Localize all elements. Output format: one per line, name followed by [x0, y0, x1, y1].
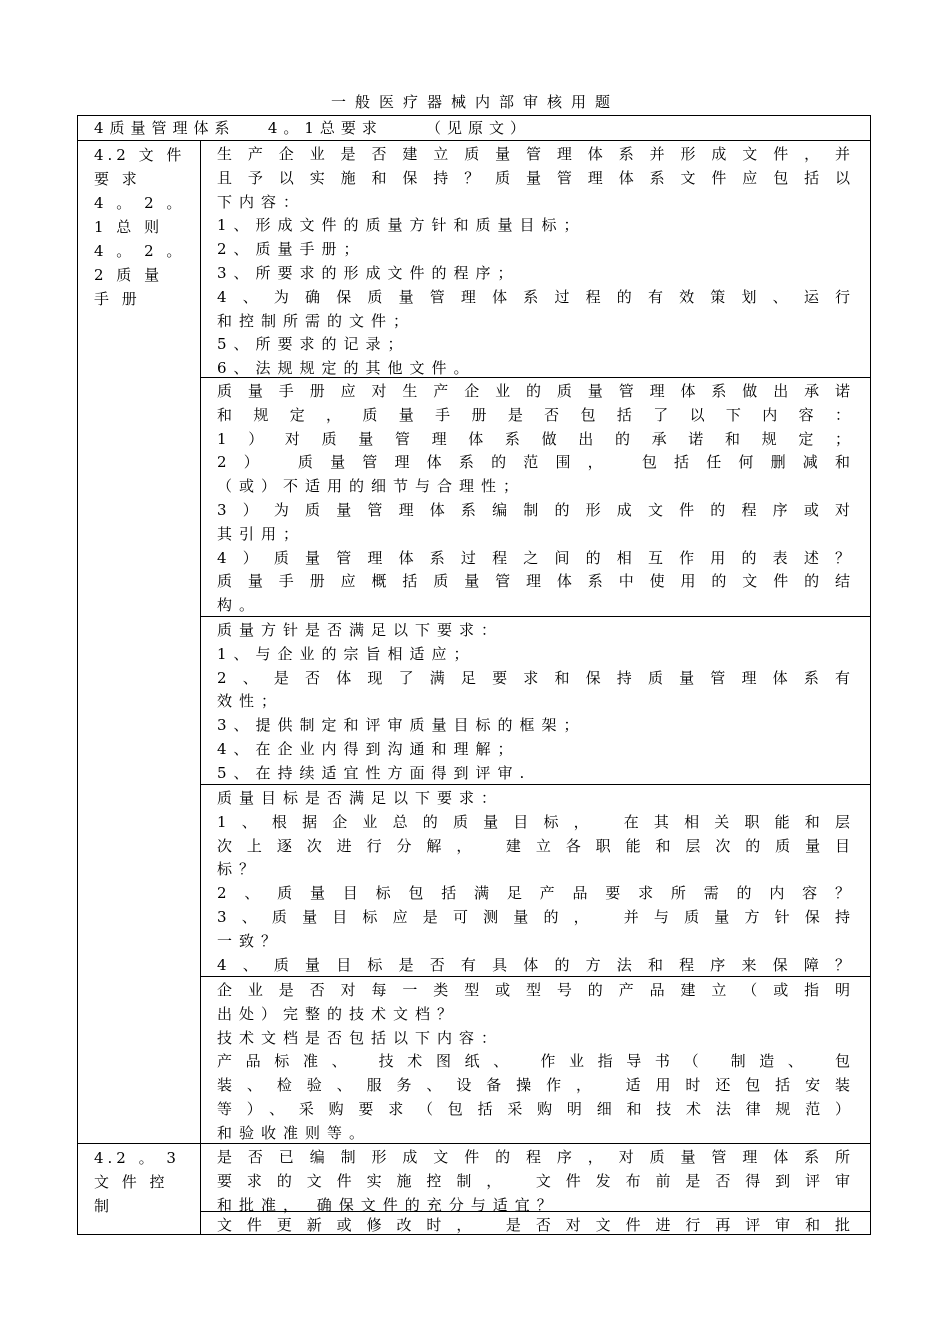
block-quality-manual [201, 378, 870, 617]
text-line: 4、在企业内得到沟通和理解； [217, 739, 520, 758]
text-line: 2、是否体现了满足要求和保持质量管理体系有 [217, 668, 850, 687]
text-line: 构。 [217, 596, 262, 615]
text-line: （或）不适用的细节与合理性； [217, 477, 526, 496]
text-line: 2、质量目标包括满足产品要求所需的内容？ [217, 884, 850, 903]
text-line: 2） 质量管理体系的范围， 包括任何删减和 [217, 453, 850, 472]
block-quality-objectives [201, 785, 870, 977]
text-line: 1、形成文件的质量方针和质量目标； [217, 216, 586, 235]
text-line: 4）质量管理体系过程之间的相互作用的表述？ [217, 548, 850, 567]
section-label-line: 2 质 量 [94, 266, 164, 284]
text-line: 和规定，质量手册是否包括了以下内容： [217, 405, 850, 424]
text-line: 5、所要求的记录； [217, 335, 410, 354]
text-line: 文件更新或修改时， 是否对文件进行再评审和批 [217, 1216, 850, 1234]
text-line: 2、质量手册； [217, 240, 366, 259]
text-line: 和批准， 确保文件的充分与适宜？ [217, 1195, 559, 1214]
section-label [78, 141, 201, 1143]
section-label-line: 4.2 。 3 [94, 1149, 180, 1167]
text-line: 要求的文件实施控制， 文件发布前是否得到评审 [217, 1171, 850, 1190]
text-line: 质量手册应对生产企业的质量管理体系做出承诺 [217, 382, 850, 400]
section-label-line: 1 总 则 [94, 218, 164, 236]
text-line: 1）对质量管理体系做出的承诺和规定； [217, 429, 850, 448]
text-line: 装、检验、服务、设备操作， 适用时还包括安装 [217, 1076, 850, 1095]
block-document-control-procedure [201, 1144, 870, 1212]
text-line: 和验收准则等。 [217, 1123, 372, 1142]
text-line: 6、法规规定的其他文件。 [217, 359, 476, 378]
block-document-system [201, 141, 870, 378]
text-line: 生产企业是否建立质量管理体系并形成文件，并 [217, 145, 850, 163]
text-line: 效性； [217, 692, 284, 711]
section-label-line: 4.2 文 件 [94, 146, 186, 164]
text-line: 一致？ [217, 931, 284, 950]
section-label-line: 要 求 [94, 170, 141, 188]
section-label-line: 文 件 控 [94, 1173, 169, 1191]
section-label [78, 1144, 201, 1235]
audit-table [77, 115, 871, 1235]
text-line: 1、与企业的宗旨相适应； [217, 644, 476, 663]
text-line: 3、提供制定和评审质量目标的框架； [217, 716, 586, 735]
text-line: 技术文档是否包括以下内容： [217, 1028, 504, 1047]
text-line: 次上逐次进行分解， 建立各职能和层次的质量目 [217, 836, 850, 855]
block-document-update [201, 1212, 870, 1235]
text-line: 4、为确保质量管理体系过程的有效策划、运行 [217, 287, 850, 306]
text-line: 下内容： [217, 192, 306, 211]
section-label-line: 手 册 [94, 290, 141, 308]
block-technical-documents [201, 977, 870, 1144]
text-line: 3）为质量管理体系编制的形成文件的程序或对 [217, 500, 850, 519]
section-row-document-requirements [78, 141, 870, 1144]
section-content [201, 1144, 870, 1235]
block-quality-policy [201, 617, 870, 785]
section-content [201, 141, 870, 1143]
text-line: 1、根据企业总的质量目标， 在其相关职能和层 [217, 812, 850, 831]
text-line: 和控制所需的文件； [217, 311, 416, 330]
text-line: 且予以实施和保持？质量管理体系文件应包括以 [217, 168, 850, 187]
text-line: 等）、采购要求（包括采购明细和技术法律规范） [217, 1099, 850, 1118]
text-line: 质量手册应概括质量管理体系中使用的文件的结 [217, 572, 850, 591]
section-row-document-control [78, 1144, 870, 1235]
page-title: 一般医疗器械内部审核用题 [330, 93, 619, 111]
text-line: 出处）完整的技术文档？ [217, 1004, 460, 1023]
section-label-line: 4 。 2 。 [94, 194, 186, 212]
text-line: 企业是否对每一类型或型号的产品建立（或指明 [217, 981, 850, 999]
text-line: 质量方针是否满足以下要求： [217, 621, 504, 639]
section-label-line: 4 。 2 。 [94, 242, 186, 260]
text-line: 是否已编制形成文件的程序，对质量管理体系所 [217, 1148, 850, 1166]
text-line: 质量目标是否满足以下要求： [217, 789, 504, 807]
text-line: 产品标准、 技术图纸、 作业指导书（ 制造、 包 [217, 1052, 850, 1071]
text-line: 标？ [217, 860, 262, 879]
section-label-line: 制 [94, 1197, 114, 1215]
table-header-row: 4质量管理体系 4。1总要求 （见原文） [78, 116, 870, 141]
text-line: 4、质量目标是否有具体的方法和程序来保障？ [217, 955, 850, 974]
text-line: 5、在持续适宜性方面得到评审. [217, 763, 532, 782]
text-line: 3、质量目标应是可测量的， 并与质量方针保持 [217, 907, 850, 926]
text-line: 其引用； [217, 524, 306, 543]
text-line: 3、所要求的形成文件的程序； [217, 263, 520, 282]
